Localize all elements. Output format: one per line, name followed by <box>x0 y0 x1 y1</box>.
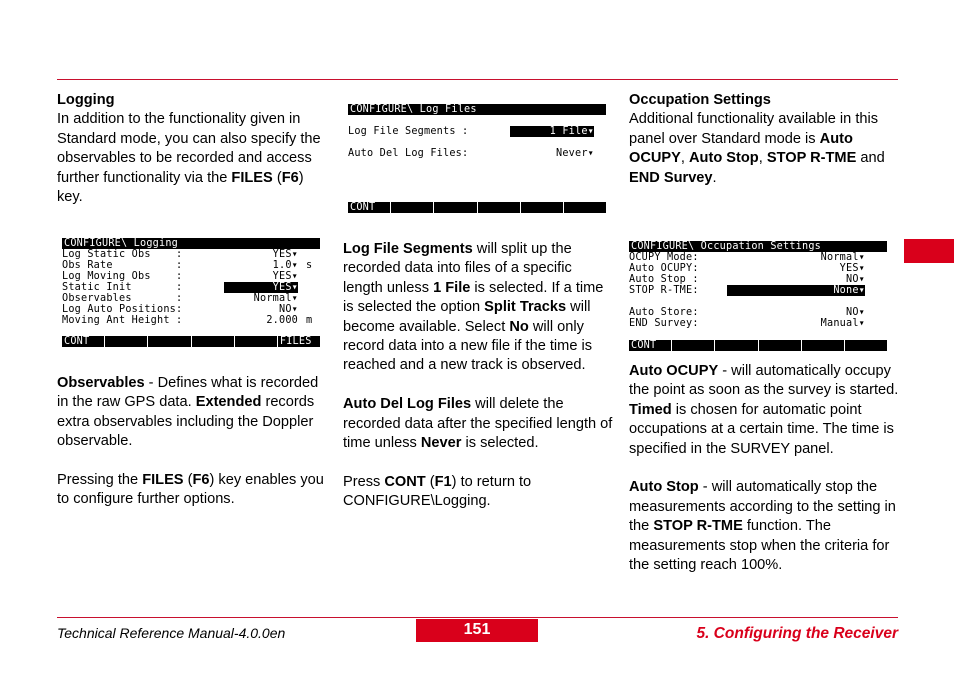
function-key-bar <box>62 336 320 347</box>
setting-row[interactable] <box>62 315 320 326</box>
setting-auto-del-log-files[interactable]: Auto Del Log Files: Never▾ <box>348 148 594 159</box>
setting-unit: s <box>306 260 313 271</box>
observables-paragraph: Observables - Defines what is recorded in the raw GPS data. Extended records extra observables including the Doppler observable. <box>57 375 319 450</box>
fkey-f1[interactable]: CONT <box>350 202 376 213</box>
setting-value[interactable]: Normal▾ <box>820 252 865 263</box>
screen-title: CONFIGURE\ Occupation Settings <box>629 241 887 252</box>
setting-row[interactable] <box>629 307 887 318</box>
heading-logging: Logging <box>57 92 115 108</box>
setting-label: Log Static Obs : <box>62 249 183 260</box>
fkey-f6[interactable] <box>563 202 606 213</box>
setting-label: STOP R-TME: <box>629 285 699 296</box>
cont-paragraph: Press CONT (F1) to return to CONFIGURE\Logging. <box>343 473 532 510</box>
logging-intro: In addition to the functionality given in Standard mode, you can also specify the observables to be recorded and access further functionality via the FILES (F6) key. <box>57 111 321 206</box>
fkey-f1[interactable]: CONT <box>64 336 90 347</box>
setting-value[interactable]: YES▾ <box>224 282 298 293</box>
column-occupation-lower <box>629 362 901 575</box>
setting-value[interactable]: Normal▾ <box>253 293 298 304</box>
log-file-segments-paragraph: Log File Segments will split up the recorded data into files of a specific length unless 1 File is selected. If a time is selected the option Split Tracks will become available. Select No will only record data into a new file if the time is reached and a new track is observed. <box>343 241 604 374</box>
screen-configure-log-files <box>348 104 606 214</box>
setting-row[interactable] <box>629 274 887 285</box>
setting-row[interactable] <box>62 282 320 293</box>
files-key-paragraph: Pressing the FILES (F6) key enables you to configure further options. <box>57 472 324 508</box>
chapter-tab <box>904 239 954 263</box>
setting-row[interactable] <box>62 304 320 315</box>
column-logging <box>57 91 327 207</box>
setting-value[interactable]: 2.000 <box>266 315 298 326</box>
fkey-f3[interactable] <box>433 202 476 213</box>
setting-row <box>629 296 887 307</box>
setting-label: Auto Stop : <box>629 274 699 285</box>
setting-row[interactable] <box>629 285 887 296</box>
auto-ocupy-paragraph: Auto OCUPY - will automatically occupy the point as soon as the survey is started. Timed is chosen for automatic point occupations at a certain time. The time is specified in the SURVEY panel. <box>629 363 899 457</box>
setting-label: Static Init : <box>62 282 183 293</box>
value-auto-del-log-files[interactable]: Never▾ <box>555 148 594 159</box>
page-number: 151 <box>416 619 538 642</box>
fkey-f5[interactable] <box>234 336 277 347</box>
fkey-f4[interactable] <box>191 336 234 347</box>
setting-label: END Survey: <box>629 318 699 329</box>
auto-stop-paragraph: Auto Stop - will automatically stop the measurements according to the setting in the STOP R-TME function. The measurements stop when the criteria for the setting reach 100%. <box>629 479 896 574</box>
setting-label: Log Moving Obs : <box>62 271 183 282</box>
fkey-f6[interactable]: FILES <box>277 336 320 347</box>
setting-value[interactable]: YES▾ <box>272 249 298 260</box>
setting-row[interactable] <box>62 271 320 282</box>
setting-row[interactable] <box>629 263 887 274</box>
fkey-f3[interactable] <box>714 340 757 351</box>
fkey-f2[interactable] <box>390 202 433 213</box>
setting-unit: m <box>306 315 313 326</box>
setting-label: Log Auto Positions: <box>62 304 183 315</box>
setting-value[interactable]: NO▾ <box>845 274 865 285</box>
fkey-f3[interactable] <box>147 336 190 347</box>
screen-title: CONFIGURE\ Logging <box>62 238 320 249</box>
setting-row[interactable] <box>62 249 320 260</box>
setting-value[interactable]: 1.0▾ <box>272 260 298 271</box>
column-occupation <box>629 91 899 188</box>
setting-value[interactable]: Manual▾ <box>820 318 865 329</box>
column-log-files <box>343 240 615 512</box>
fkey-f2[interactable] <box>104 336 147 347</box>
setting-log-file-segments[interactable]: Log File Segments : 1 File▾ <box>348 126 594 137</box>
screen-configure-logging <box>62 238 320 348</box>
heading-occupation-settings: Occupation Settings <box>629 92 771 108</box>
setting-row[interactable] <box>629 318 887 329</box>
setting-value[interactable]: NO▾ <box>845 307 865 318</box>
fkey-f2[interactable] <box>671 340 714 351</box>
fkey-f1[interactable]: CONT <box>631 340 657 351</box>
screen-title: CONFIGURE\ Log Files <box>348 104 606 115</box>
setting-label: Obs Rate : <box>62 260 183 271</box>
value-log-file-segments[interactable]: 1 File▾ <box>510 126 594 137</box>
screen-configure-occupation <box>629 241 887 351</box>
setting-label: Auto OCUPY: <box>629 263 699 274</box>
setting-row[interactable] <box>62 293 320 304</box>
bottom-rule <box>57 617 898 618</box>
fkey-f4[interactable] <box>758 340 801 351</box>
occupation-intro: Additional functionality available in this panel over Standard mode is Auto OCUPY, Auto Stop, STOP R-TME and END Survey. <box>629 111 885 186</box>
setting-value[interactable]: None▾ <box>727 285 865 296</box>
fkey-f4[interactable] <box>477 202 520 213</box>
setting-value[interactable]: NO▾ <box>278 304 298 315</box>
setting-row[interactable] <box>629 252 887 263</box>
setting-label: Auto Store: <box>629 307 699 318</box>
column-logging-lower <box>57 374 327 510</box>
setting-label: OCUPY Mode: <box>629 252 699 263</box>
function-key-bar <box>629 340 887 351</box>
setting-row[interactable] <box>62 260 320 271</box>
top-rule <box>57 79 898 80</box>
footer-manual-title: Technical Reference Manual-4.0.0en <box>57 625 286 641</box>
setting-value[interactable]: YES▾ <box>839 263 865 274</box>
setting-value[interactable]: YES▾ <box>272 271 298 282</box>
auto-del-paragraph: Auto Del Log Files will delete the recorded data after the specified length of time unless Never is selected. <box>343 396 613 452</box>
fkey-f6[interactable] <box>844 340 887 351</box>
setting-label: Moving Ant Height : <box>62 315 183 326</box>
setting-label: Observables : <box>62 293 183 304</box>
fkey-f5[interactable] <box>801 340 844 351</box>
function-key-bar <box>348 202 606 213</box>
fkey-f5[interactable] <box>520 202 563 213</box>
footer-chapter-title: 5. Configuring the Receiver <box>696 625 898 642</box>
